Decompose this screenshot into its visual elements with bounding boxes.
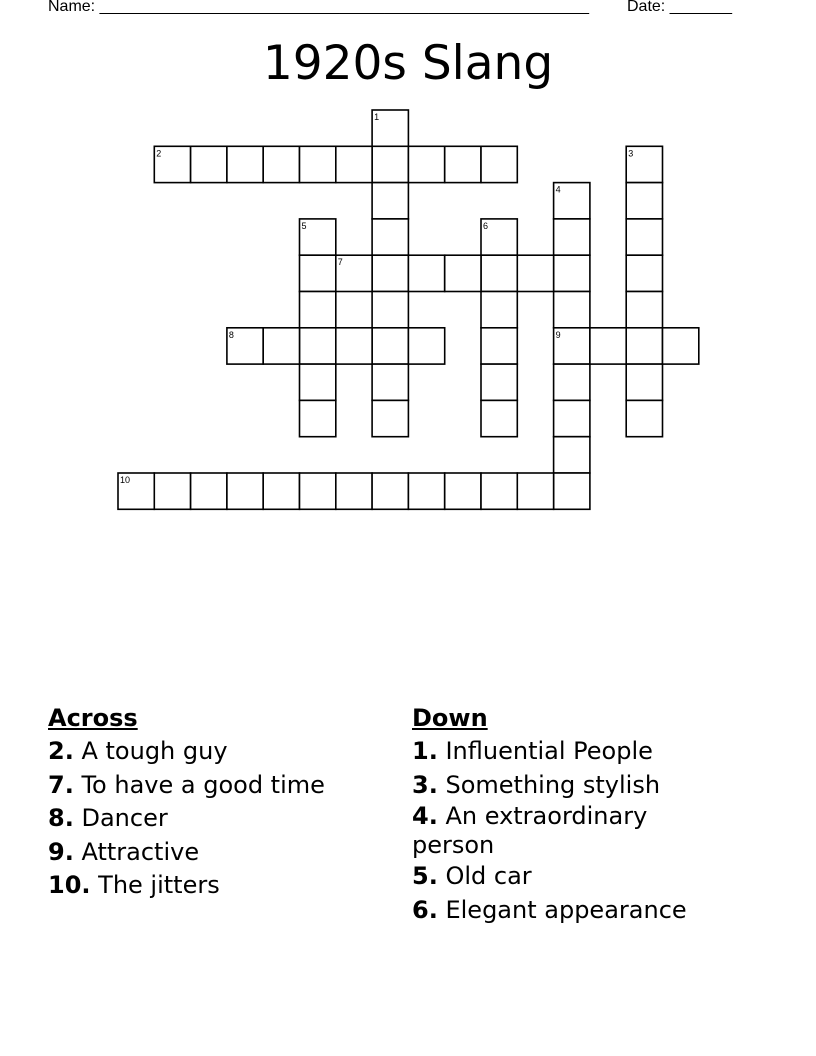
clue-number: 3 (628, 148, 634, 159)
grid-cell[interactable] (445, 255, 481, 291)
clue-number: 7 (337, 257, 343, 268)
grid-cell[interactable] (626, 255, 662, 291)
grid-cell[interactable] (372, 473, 408, 509)
across-clue: 7. To have a good time (48, 770, 325, 799)
grid-cell[interactable] (336, 328, 372, 364)
grid-cell[interactable] (300, 364, 336, 400)
clue-number: 2 (156, 148, 162, 159)
clue-number: 9 (555, 329, 561, 340)
grid-cell[interactable] (372, 292, 408, 328)
across-heading: Across (48, 704, 138, 732)
grid-cell[interactable] (300, 146, 336, 182)
grid-cell[interactable] (408, 328, 444, 364)
grid-cell[interactable] (481, 400, 517, 436)
grid-cell[interactable] (481, 473, 517, 509)
page-title: 1920s Slang (262, 36, 554, 91)
grid-cell[interactable] (554, 255, 590, 291)
grid-cell[interactable] (445, 473, 481, 509)
grid-cell[interactable] (372, 328, 408, 364)
grid-cell[interactable] (191, 473, 227, 509)
grid-cell[interactable] (263, 473, 299, 509)
grid-cell[interactable] (481, 292, 517, 328)
grid-cell[interactable] (300, 255, 336, 291)
clue-number: 10 (120, 475, 131, 485)
grid-cell[interactable] (372, 183, 408, 219)
grid-cell[interactable] (191, 146, 227, 182)
grid-cell[interactable] (481, 255, 517, 291)
grid-cell[interactable] (626, 292, 662, 328)
grid-cell[interactable] (517, 255, 553, 291)
grid-cell[interactable] (336, 473, 372, 509)
grid-cell[interactable] (554, 292, 590, 328)
grid-cell[interactable] (408, 146, 444, 182)
grid-cell[interactable] (554, 437, 590, 473)
grid-cell[interactable] (372, 364, 408, 400)
grid-cell[interactable] (408, 473, 444, 509)
across-list (48, 735, 393, 903)
grid-cell[interactable] (336, 146, 372, 182)
down-clue: 6. Elegant appearance (412, 895, 687, 924)
grid-cell[interactable] (663, 328, 699, 364)
grid-cell[interactable] (263, 146, 299, 182)
grid-cell[interactable] (300, 328, 336, 364)
clue-number: 4 (555, 184, 561, 195)
grid-cell[interactable] (300, 473, 336, 509)
grid-cell[interactable] (481, 146, 517, 182)
grid-cell[interactable] (554, 219, 590, 255)
grid-cell[interactable] (626, 219, 662, 255)
grid-cell[interactable] (554, 473, 590, 509)
grid-cell[interactable] (590, 328, 626, 364)
grid-cell[interactable] (154, 473, 190, 509)
down-clue: 5. Old car (412, 862, 532, 890)
down-clue: 1. Influential People (412, 737, 653, 765)
grid-cell[interactable] (300, 400, 336, 436)
grid-cell[interactable] (372, 219, 408, 255)
down-clue: 4. An extraordinary person (412, 802, 648, 859)
across-clue: 10. The jitters (48, 871, 220, 899)
clue-number: 8 (228, 329, 234, 340)
down-clues (412, 702, 712, 927)
grid-cell[interactable] (626, 400, 662, 436)
clue-number: 5 (301, 220, 307, 231)
grid-cell[interactable] (445, 146, 481, 182)
grid-cell[interactable] (263, 328, 299, 364)
across-clue: 9. Attractive (48, 837, 200, 866)
grid-cell[interactable] (554, 364, 590, 400)
grid-cell[interactable] (626, 364, 662, 400)
grid-cell[interactable] (408, 255, 444, 291)
across-clues (48, 702, 393, 903)
down-list (412, 735, 712, 927)
grid-cell[interactable] (481, 364, 517, 400)
grid-cell[interactable] (372, 400, 408, 436)
grid-cell[interactable] (372, 146, 408, 182)
name-line[interactable]: Name: _______________________________________________________ (48, 0, 589, 15)
grid-cell[interactable] (517, 473, 553, 509)
grid-cell[interactable] (227, 473, 263, 509)
down-clue: 3. Something stylish (412, 770, 661, 799)
grid-cell[interactable] (227, 146, 263, 182)
clue-number: 1 (374, 112, 380, 122)
grid-cell[interactable] (481, 328, 517, 364)
grid-cell[interactable] (372, 255, 408, 291)
grid-cell[interactable] (626, 328, 662, 364)
grid-cell[interactable] (300, 292, 336, 328)
down-heading: Down (412, 704, 488, 732)
grid-cell[interactable] (626, 183, 662, 219)
grid-cell[interactable] (554, 400, 590, 436)
across-clue: 2. A tough guy (48, 737, 228, 765)
clue-number: 6 (483, 220, 489, 231)
date-line[interactable]: Date: _______ (627, 0, 732, 15)
across-clue: 8. Dancer (48, 804, 168, 832)
